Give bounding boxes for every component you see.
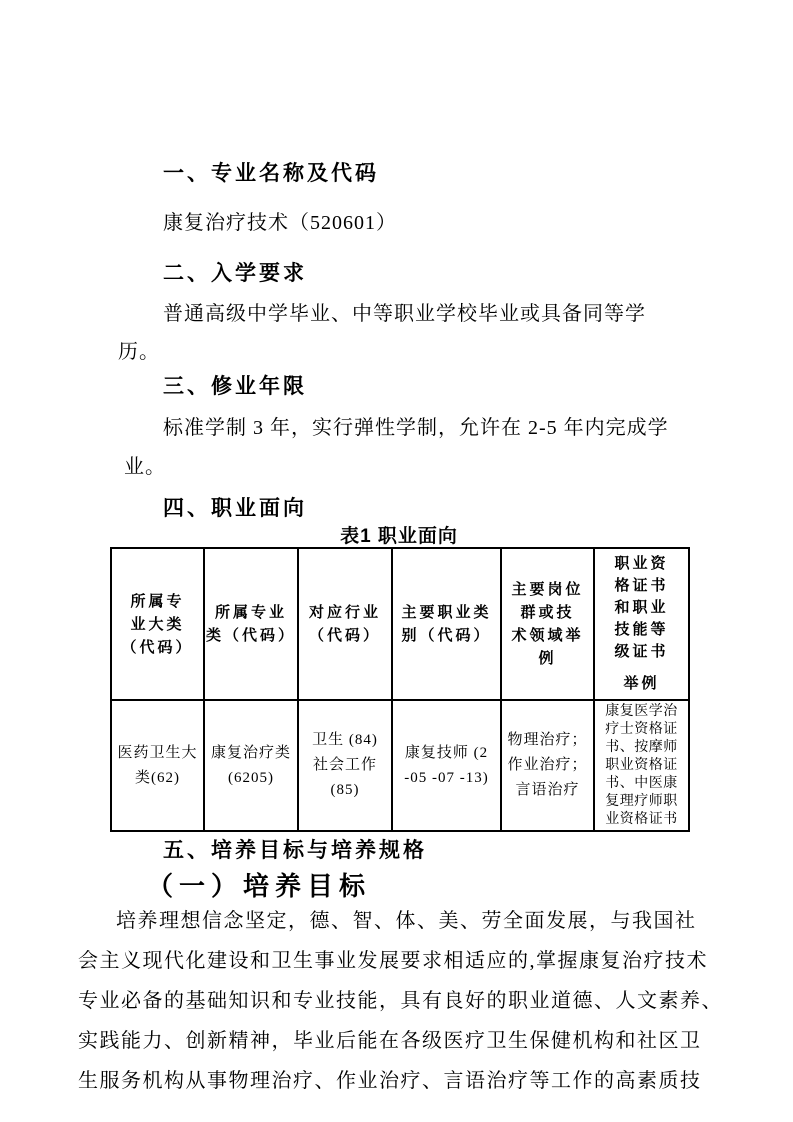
- cell-certificates: [594, 700, 689, 831]
- cell-line: 所属专业: [214, 604, 287, 621]
- table-caption: 表1 职业面向: [340, 526, 458, 547]
- cell-line: 社会工作: [312, 757, 377, 773]
- table-data-row: [111, 700, 689, 831]
- cell-line: 技能等: [614, 621, 669, 638]
- section-5-subheading: （一）培养目标: [147, 871, 372, 901]
- training-goal-line-1: 培养理想信念坚定，德、智、体、美、劳全面发展，与我国社: [116, 910, 697, 932]
- cell-line: 主要岗位: [511, 581, 584, 598]
- cell-line: 别（代码）: [401, 627, 492, 644]
- cell-line: 康复医学治: [605, 703, 678, 719]
- cell-line: 例: [538, 650, 557, 667]
- cell-post-group: [501, 700, 594, 831]
- cell-line: 康复技师 (2: [404, 744, 489, 761]
- cell-line: 职业资: [614, 555, 669, 572]
- cell-occupation-type: [392, 700, 501, 831]
- section-5-heading: 五、培养目标与培养规格: [163, 839, 427, 862]
- header-industry: [298, 548, 392, 700]
- cell-line: 书、中医康: [605, 775, 678, 791]
- study-duration-line-2: 业。: [124, 456, 166, 478]
- training-goal-line-4: 实践能力、创新精神，毕业后能在各级医疗卫生保健机构和社区卫: [78, 1030, 702, 1052]
- career-orientation-table: [110, 547, 690, 832]
- cell-line: 和职业: [614, 599, 669, 616]
- cell-line: 康复治疗类: [210, 744, 291, 761]
- cell-line: -05 -07 -13): [404, 769, 489, 786]
- cell-line: （代码）: [308, 627, 381, 644]
- header-occupation-type: [392, 548, 501, 700]
- cell-line: 医药卫生大: [117, 744, 198, 761]
- header-major-class: [204, 548, 298, 700]
- header-certificates: [594, 548, 689, 700]
- header-post-group: [501, 548, 594, 700]
- cell-line: (6205): [228, 769, 274, 786]
- cell-line: 所属专: [130, 592, 185, 610]
- cell-line: 术领域举: [511, 627, 584, 644]
- cell-major-class: [204, 700, 298, 831]
- cell-line: 举例: [623, 675, 660, 692]
- cell-line: 书、按摩师: [605, 739, 678, 755]
- cell-major-category: [111, 700, 204, 831]
- cell-line: 业资格证书: [605, 811, 678, 827]
- header-major-category: [111, 548, 204, 700]
- cell-line: 职业资格证: [605, 757, 678, 773]
- cell-line: 格证书: [614, 577, 669, 594]
- cell-line: 群或技: [520, 604, 575, 621]
- cell-line: 主要职业类: [401, 604, 492, 621]
- cell-line: 对应行业: [308, 604, 381, 621]
- cell-line: 卫生 (84): [312, 732, 378, 748]
- cell-line: 作业治疗；: [507, 757, 588, 773]
- admission-requirement-line-1: 普通高级中学毕业、中等职业学校毕业或具备同等学: [163, 303, 646, 325]
- section-2-heading: 二、入学要求: [163, 262, 307, 285]
- cell-line: 物理治疗；: [507, 732, 588, 748]
- cell-line: 类（代码）: [206, 627, 297, 644]
- study-duration-line-1: 标准学制 3 年，实行弹性学制，允许在 2-5 年内完成学: [163, 417, 669, 439]
- cell-industry: [298, 700, 392, 831]
- major-name-and-code: 康复治疗技术（520601）: [163, 212, 397, 234]
- cell-line: 业大类: [130, 615, 185, 633]
- cell-line: 级证书: [614, 643, 669, 660]
- section-1-heading: 一、专业名称及代码: [163, 162, 379, 185]
- cell-line: 类(62): [135, 769, 180, 786]
- cell-line: 言语治疗: [515, 782, 580, 798]
- training-goal-line-3: 专业必备的基础知识和专业技能，具有良好的职业道德、人文素养、: [78, 990, 723, 1012]
- cell-line: (85): [330, 782, 360, 798]
- table-header-row: [111, 548, 689, 700]
- training-goal-line-5: 生服务机构从事物理治疗、作业治疗、言语治疗等工作的高素质技: [78, 1070, 702, 1092]
- section-3-heading: 三、修业年限: [163, 375, 307, 398]
- cell-line: 疗士资格证: [605, 721, 678, 737]
- cell-line: 复理疗师职: [605, 793, 678, 809]
- training-goal-line-2: 会主义现代化建设和卫生事业发展要求相适应的,掌握康复治疗技术: [78, 950, 708, 972]
- section-4-heading: 四、职业面向: [163, 497, 307, 520]
- admission-requirement-line-2: 历。: [118, 341, 160, 363]
- cell-line: （代码）: [121, 638, 194, 656]
